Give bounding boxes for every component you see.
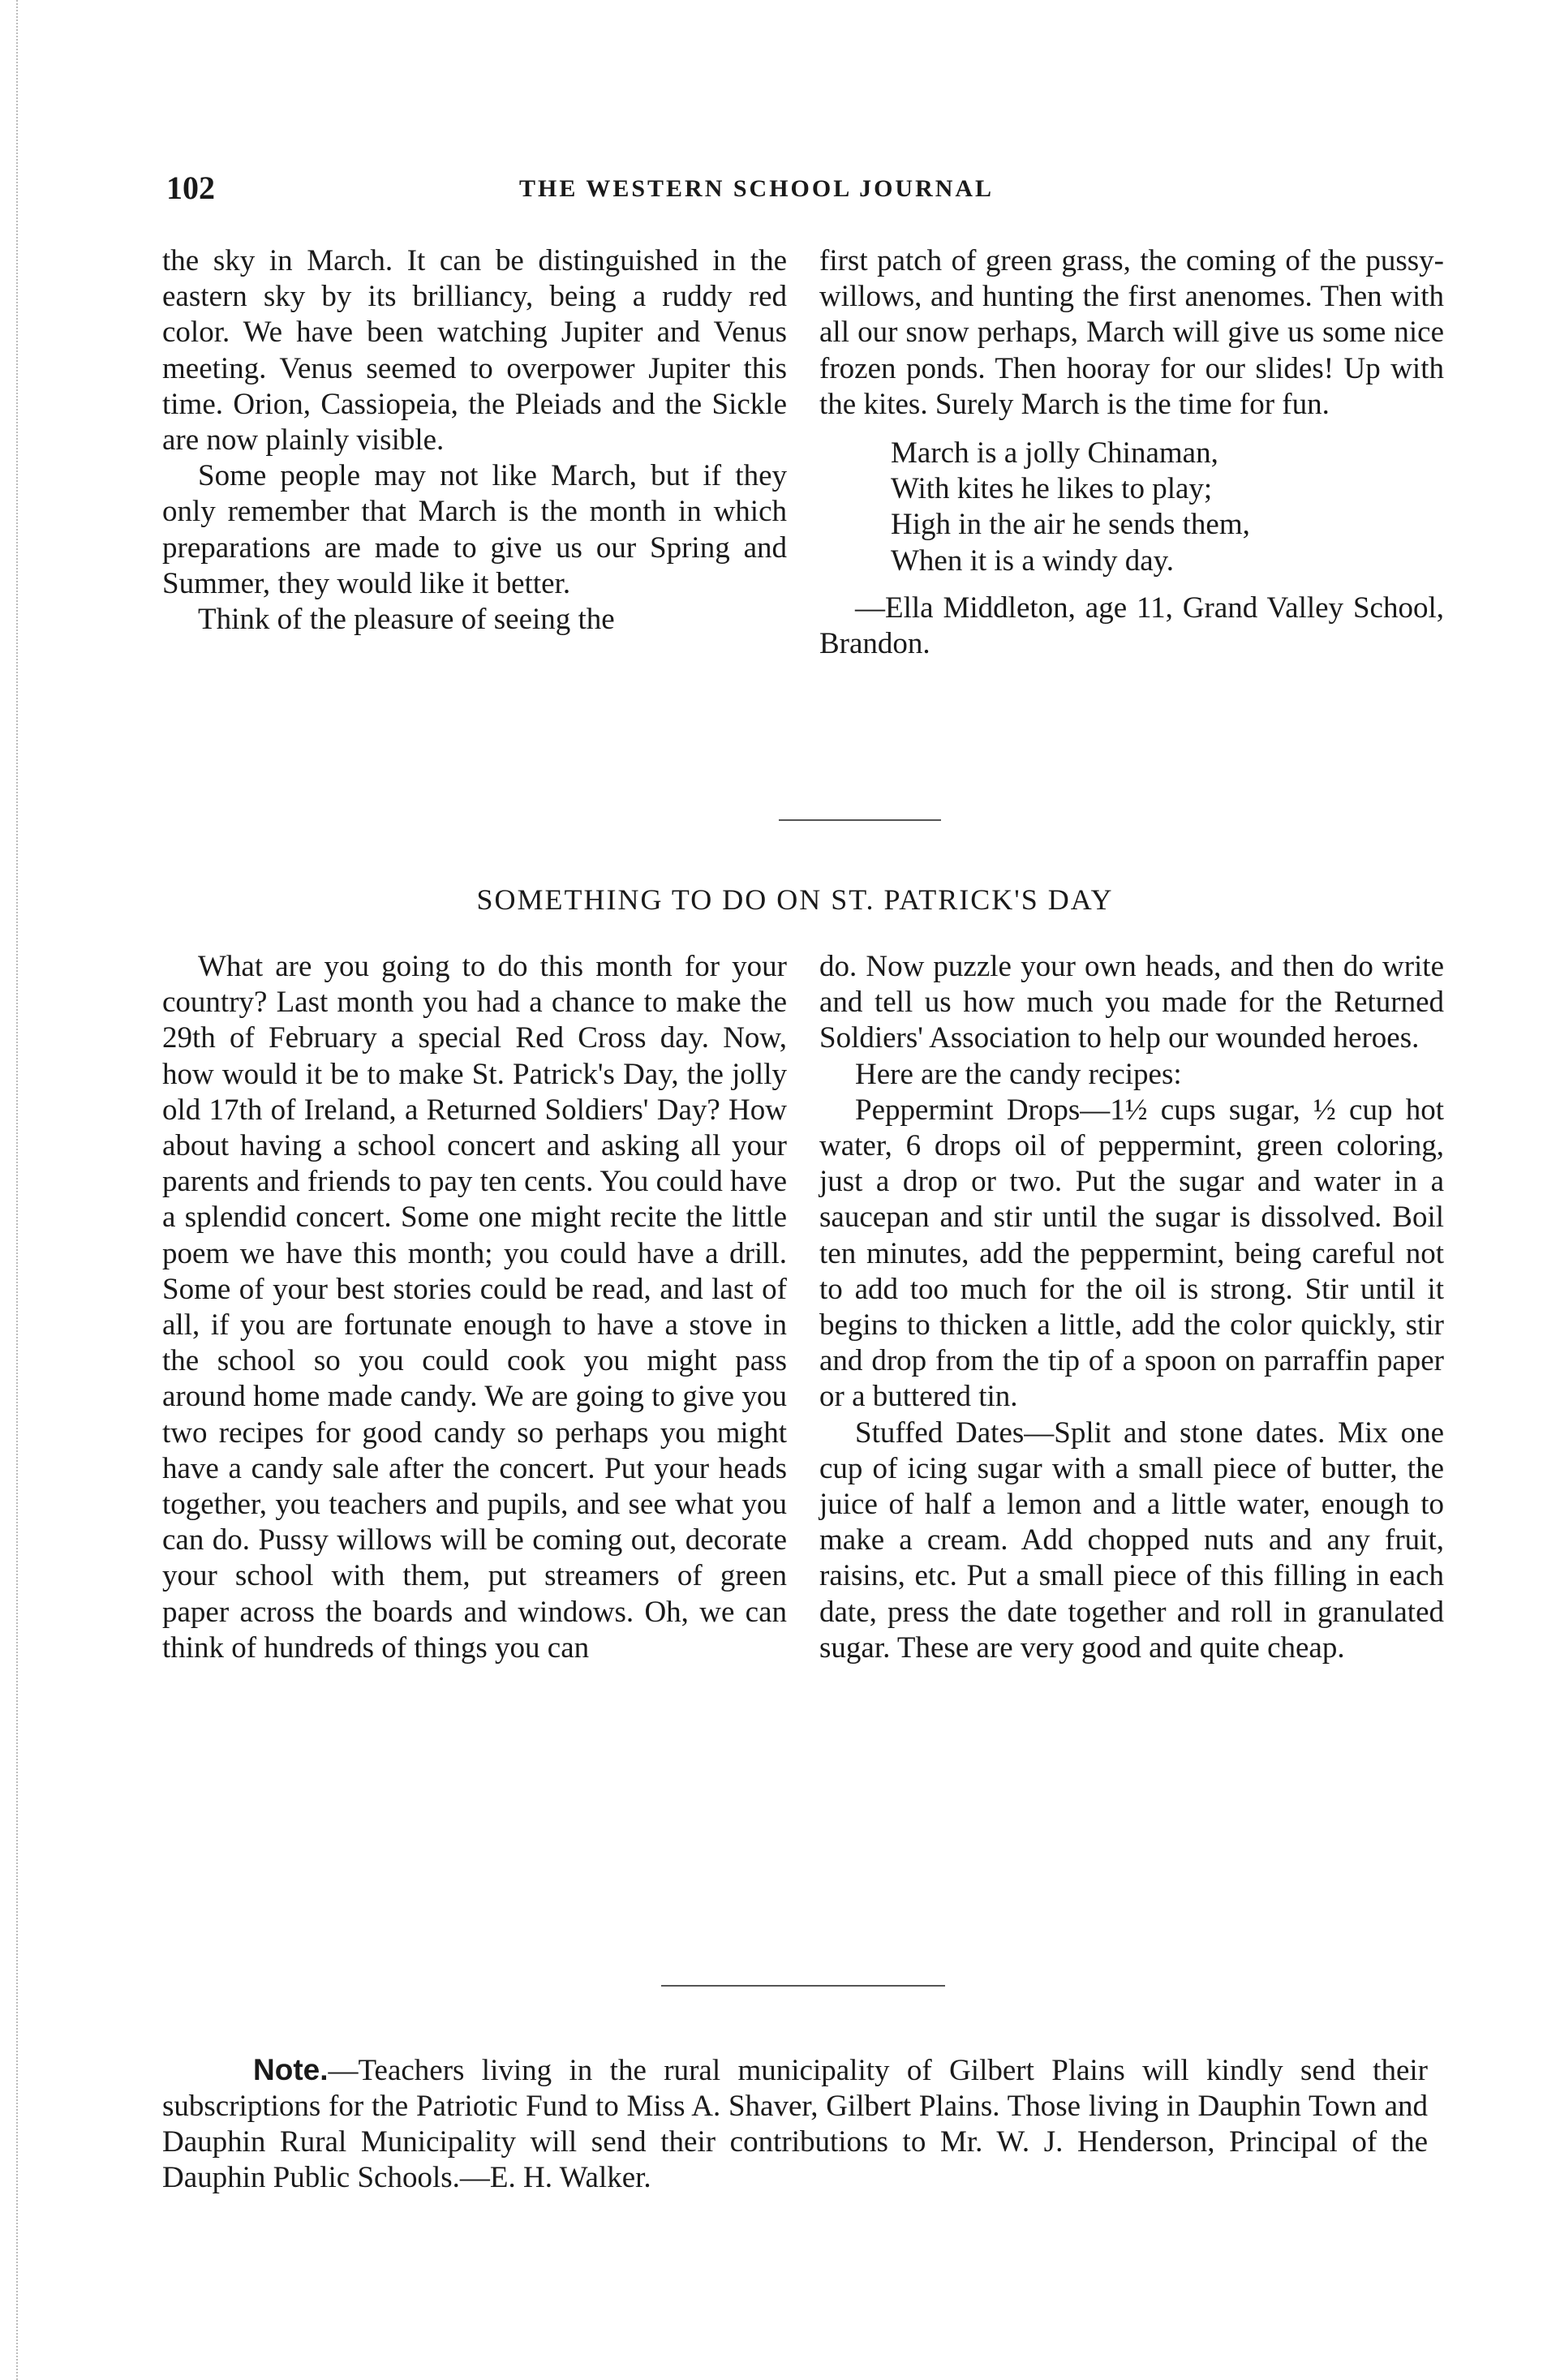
recipes-intro: Here are the candy recipes: xyxy=(855,1057,1182,1091)
st-patrick-right-column xyxy=(819,949,1444,1666)
divider-rule xyxy=(661,1985,945,1987)
march-signature: —Ella Middleton, age 11, Grand Valley School, Brandon. xyxy=(819,591,1444,661)
poem-line: When it is a windy day. xyxy=(891,543,1175,578)
st-patrick-left-column xyxy=(162,949,787,1666)
peppermint-drops-recipe: Peppermint Drops—1½ cups sugar, ½ cup hot water, 6 drops oil of peppermint, green coloring, just a drop or two. Put the sugar and water in a saucepan and stir until the sugar is dissolved. Boil ten minutes, add the peppermint, being careful not to add too much for the oil is strong. Stir until it begins to thicken a little, add the color quickly, stir and drop from the tip of a spoon on parraffin paper or a buttered tin. xyxy=(819,1093,1444,1414)
st-patrick-left-paragraph: What are you going to do this month for your country? Last month you had a chance to make the 29th of February a special Red Cross day. Now, how would it be to make St. Patrick's Day, the jolly old 17th of Ireland, a Returned Soldiers' Day? How about having a school concert and asking all your parents and friends to pay ten cents. You could have a splendid concert. Some one might recite the little poem we have this month; you could have a drill. Some of your best stories could be read, and last of all, if you are fortunate enough to have a stove in the school so you could cook you might pass around home made candy. We are going to give you two recipes for good candy so perhaps you might have a candy sale after the concert. Put your heads together, you teachers and pupils, and see what you can do. Pussy willows will be coming out, decorate your school with them, put streamers of green paper across the boards and windows. Oh, we can think of hundreds of things you can xyxy=(162,950,787,1665)
march-right-column xyxy=(819,243,1444,662)
stuffed-dates-recipe: Stuffed Dates—Split and stone dates. Mix one cup of icing sugar with a small piece of butter, the juice of half a lemon and a little water, enough to make a cream. Add chopped nuts and any fruit, raisins, etc. Put a small piece of this filling in each date, press the date together and roll in granulated sugar. These are very good and quite cheap. xyxy=(819,1416,1444,1665)
section-title: SOMETHING TO DO ON ST. PATRICK'S DAY xyxy=(476,883,1114,916)
march-left-paragraph-3: Think of the pleasure of seeing the xyxy=(198,603,615,637)
divider-rule xyxy=(779,819,941,821)
poem-line: High in the air he sends them, xyxy=(891,508,1250,542)
poem-line: March is a jolly Chinaman, xyxy=(891,436,1218,470)
st-patrick-right-paragraph-1: do. Now puzzle your own heads, and then do write and tell us how much you made for the Returned Soldiers' Association to help our wounded heroes. xyxy=(819,950,1444,1055)
scan-margin xyxy=(0,0,18,2380)
march-left-column xyxy=(162,243,787,638)
note-paragraph xyxy=(162,2052,1428,2196)
note-text: —Teachers living in the rural municipality of Gilbert Plains will kindly send their subscriptions for the Patriotic Fund to Miss A. Shaver, Gilbert Plains. Those living in Dauphin Town and Dauphin Rural Municipality will send their contributions to Mr. W. J. Henderson, Principal of the Dauphin Public Schools.—E. H. Walker. xyxy=(162,2054,1428,2194)
running-head: THE WESTERN SCHOOL JOURNAL xyxy=(519,175,995,202)
march-right-paragraph: first patch of green grass, the coming of the pussy-willows, and hunting the first anenomes. Then with all our snow perhaps, March will give us some nice frozen ponds. Then hooray for our slides! Up with the kites. Surely March is the time for fun. xyxy=(819,244,1444,421)
note-label: Note. xyxy=(253,2053,329,2086)
poem-line: With kites he likes to play; xyxy=(891,472,1213,506)
page-number: 102 xyxy=(166,170,215,206)
march-left-paragraph-2: Some people may not like March, but if they only remember that March is the month in which preparations are made to give us our Spring and Summer, they would like it better. xyxy=(162,459,787,600)
march-left-paragraph-1: the sky in March. It can be distinguished in the eastern sky by its brilliancy, being a ruddy red color. We have been watching Jupiter and Venus meeting. Venus seemed to overpower Jupiter this time. Orion, Cassiopeia, the Pleiads and the Sickle are now plainly visible. xyxy=(162,244,787,458)
march-poem xyxy=(891,436,1444,579)
